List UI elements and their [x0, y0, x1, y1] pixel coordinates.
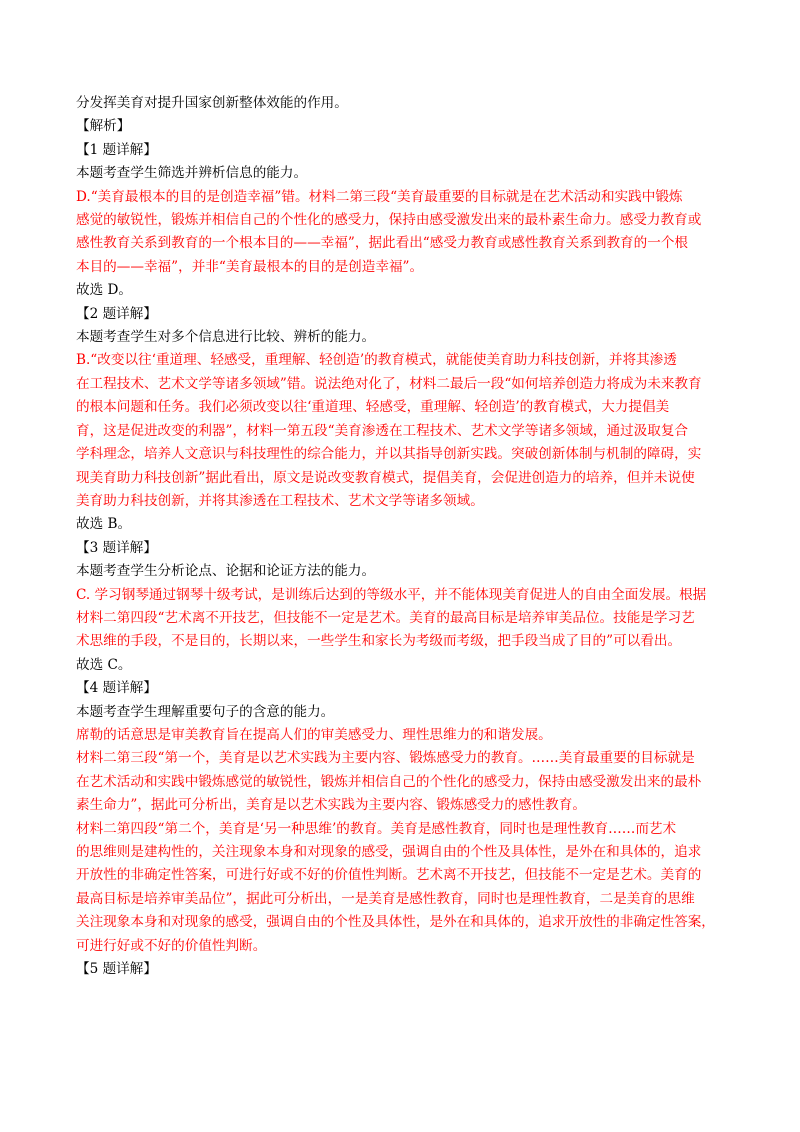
section-heading: 【解析】	[76, 118, 131, 135]
text-line: 本题考查学生对多个信息进行比较、辨析的能力。	[76, 329, 376, 346]
text-line: 在艺术活动和实践中锻炼感觉的敏锐性，锻炼并相信自己的个性化的感受力，保持由感受激发出来的最朴	[76, 773, 702, 790]
text-line: 分发挥美育对提升国家创新整体效能的作用。	[76, 95, 348, 111]
text-line: 感性教育关系到教育的一个根本目的——幸福”，据此看出“感受力教育或感性教育关系到教育的一个根	[76, 235, 689, 252]
text-line: 材料二第四段“艺术离不开技艺，但技能不一定是艺术。美育的最高目标是培养审美品位。技能是学习艺	[76, 609, 695, 626]
text-line: 本题考查学生分析论点、论据和论证方法的能力。	[76, 563, 376, 580]
text-line: 开放性的非确定性答案，可进行好或不好的价值性判断。艺术离不开技艺，但技能不一定是艺术。美育的	[76, 867, 702, 884]
text-line: 在工程技术、艺术文学等诸多领域”错。说法绝对化了，材料二最后一段“如何培养创造力将成为未来教育	[76, 375, 702, 392]
section-heading: 【4 题详解】	[76, 680, 157, 697]
section-heading: 【5 题详解】	[76, 961, 157, 978]
section-heading: 【1 题详解】	[76, 141, 157, 158]
text-line: 故选 D。	[76, 282, 133, 299]
text-line: 现美育助力科技创新”据此看出，原文是说改变教育模式，提倡美育，会促进创造力的培养，但并未说使	[76, 469, 695, 486]
text-line: 材料二第三段“第一个，美育是以艺术实践为主要内容、锻炼感受力的教育。……美育最重要的目标就是	[76, 750, 695, 767]
text-line: 的根本问题和任务。我们必须改变以往‘重道理、轻感受，重理解、轻创造’的教育模式，大力提倡美	[76, 399, 670, 416]
text-line: 本题考查学生筛选并辨析信息的能力。	[76, 165, 308, 182]
text-line: 材料二第四段“第二个，美育是‘另一种思维’的教育。美育是感性教育，同时也是理性教育……而艺术	[76, 820, 677, 837]
text-line: 本题考查学生理解重要句子的含意的能力。	[76, 703, 335, 720]
text-line: 术思维的手段，不是目的，长期以来，一些学生和家长为考级而考级，把手段当成了目的”可以看出。	[76, 633, 682, 650]
text-line: 感觉的敏锐性，锻炼并相信自己的个性化的感受力，保持由感受激发出来的最朴素生命力。感受力教育或	[76, 212, 702, 229]
text-line: 可进行好或不好的价值性判断。	[76, 937, 267, 954]
section-heading: 【3 题详解】	[76, 539, 157, 556]
text-line: 素生命力”，据此可分析出，美育是以艺术实践为主要内容、锻炼感受力的感性教育。	[76, 797, 586, 814]
text-line: 的思维则是建构性的，关注现象本身和对现象的感受，强调自由的个性及具体性，是外在和具体的，追求	[76, 844, 702, 860]
text-line: B.“改变以往‘重道理、轻感受，重理解、轻创造’的教育模式，就能使美育助力科技创新，并将其渗透	[76, 352, 677, 369]
text-line: 美育助力科技创新，并将其渗透在工程技术、艺术文学等诸多领域。	[76, 492, 484, 509]
text-line: 关注现象本身和对现象的感受，强调自由的个性及具体性，是外在和具体的，追求开放性的非确定性答案，	[76, 914, 715, 931]
text-line: 故选 C。	[76, 656, 132, 673]
text-line: C. 学习钢琴通过钢琴十级考试，是训练后达到的等级水平，并不能体现美育促进人的自由全面发展。根据	[76, 586, 707, 603]
section-heading: 【2 题详解】	[76, 305, 157, 322]
text-line: 席勒的话意思是审美教育旨在提高人们的审美感受力、理性思维力的和谐发展。	[76, 726, 552, 743]
text-line: 育，这是促进改变的利器”，材料一第五段“美育渗透在工程技术、艺术文学等诸多领域，通过汲取复合	[76, 422, 689, 439]
text-line: D.“美育最根本的目的是创造幸福”错。材料二第三段“美育最重要的目标就是在艺术活动和实践中锻炼	[76, 188, 683, 205]
text-line: 学科理念，培养人文意识与科技理性的综合能力，并以其指导创新实践。突破创新体制与机制的障碍，实	[76, 446, 702, 463]
text-line: 最高目标是培养审美品位”，据此可分析出，一是美育是感性教育，同时也是理性教育，二是美育的思维	[76, 890, 695, 907]
text-line: 故选 B。	[76, 516, 132, 533]
text-line: 本目的——幸福”，并非“美育最根本的目的是创造幸福”。	[76, 258, 424, 275]
